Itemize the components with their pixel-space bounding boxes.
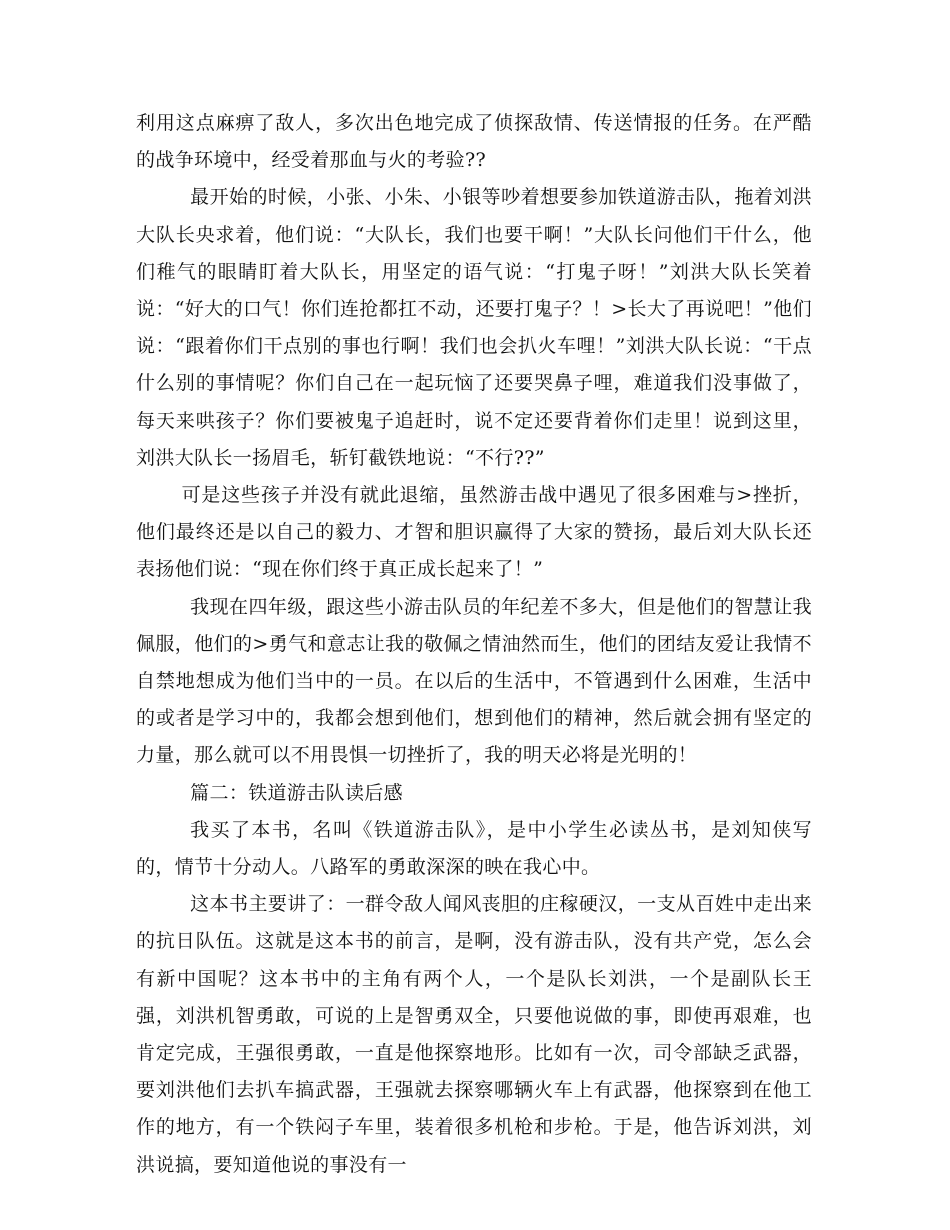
paragraph-book-intro: 我买了本书，名叫《铁道游击队》，是中小学生必读丛书，是刘知侠写的，情节十分动人。八路军的勇敢深深的映在我心中。: [136, 818, 812, 879]
section-heading: 篇二：铁道游击队读后感: [190, 781, 403, 804]
paragraph-continued: 利用这点麻痹了敌人，多次出色地完成了侦探敌情、传送情报的任务。在严酷的战争环境中，经受着那血与火的考验??: [136, 112, 812, 172]
paragraph-book-summary: 这本书主要讲了：一群令敌人闻风丧胆的庄稼硬汉，一支从百姓中走出来的抗日队伍。这就是这本书的前言，是啊，没有游击队，没有共产党，怎么会有新中国呢？这本书中的主角有两个人，一个是队长刘洪，一个是副队长王强，刘洪机智勇敢，可说的上是智勇双全，只要他说做的事，即使再艰难，也肯定完成，王强很勇敢，一直是他探察地形。比如有一次，司令部缺乏武器，要刘洪他们去扒车搞武器，王强就去探察哪辆火车上有武器，他探察到在他工作的地方，有一个铁闷子车里，装着很多机枪和步枪。于是，他告诉刘洪，刘洪说搞，要知道他说的事没有一: [136, 893, 812, 1176]
paragraph-children-request: 最开始的时候，小张、小朱、小银等吵着想要参加铁道游击队，拖着刘洪大队长央求着，他们说：“大队长，我们也要干啊！”大队长问他们干什么，他们稚气的眼睛盯着大队长，用坚定的语气说：“打鬼子呀！”刘洪大队长笑着说：“好大的口气！你们连抢都扛不动，还要打鬼子？！>长大了再说吧！”他们说：“跟着你们干点别的事也行啊！我们也会扒火车哩！”刘洪大队长说：“干点什么别的事情呢？你们自己在一起玩恼了还要哭鼻子哩，难道我们没事做了，每天来哄孩子？你们要被鬼子追赶时，说不定还要背着你们走里！说到这里，刘洪大队长一扬眉毛，斩钉截铁地说：“不行??”: [136, 186, 812, 469]
paragraph-children-persist: 可是这些孩子并没有就此退缩，虽然游击战中遇见了很多困难与>挫折，他们最终还是以自己的毅力、才智和胆识赢得了大家的赞扬，最后刘大队长还表扬他们说：“现在你们终于真正成长起来了！”: [136, 484, 812, 581]
document-body: [136, 105, 812, 1184]
paragraph-reflection: 我现在四年级，跟这些小游击队员的年纪差不多大，但是他们的智慧让我佩服，他们的>勇气和意志让我的敬佩之情油然而生，他们的团结友爱让我情不自禁地想成为他们当中的一员。在以后的生活中，不管遇到什么困难，生活中的或者是学习中的，我都会想到他们，想到他们的精神，然后就会拥有坚定的力量，那么就可以不用畏惧一切挫折了，我的明天必将是光明的！: [136, 595, 812, 767]
